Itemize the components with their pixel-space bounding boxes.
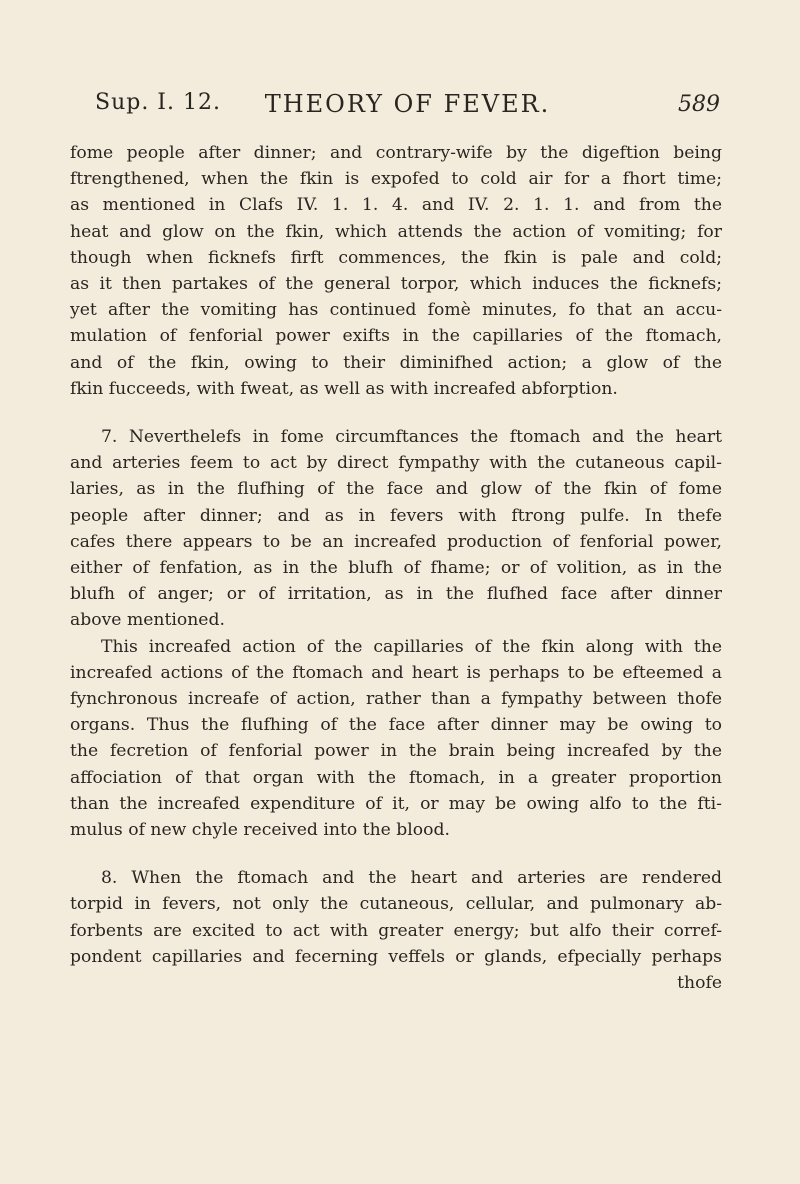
page-number: 589	[678, 92, 720, 117]
text-line: ftrengthened, when the fkin is expofed to cold air for a fhort time;	[70, 169, 722, 190]
text-line: 7. Neverthelefs in fome circumftances the ftomach and the heart	[101, 427, 722, 448]
text-line: mulation of fenforial power exifts in the capillaries of the ftomach,	[70, 326, 722, 347]
paragraph	[70, 424, 722, 843]
text-line: the fecretion of fenforial power in the brain being increafed by the	[70, 741, 722, 762]
text-line: increafed actions of the ftomach and heart is perhaps to be efteemed a	[70, 662, 722, 683]
text-line: as it then partakes of the general torpor, which induces the ficknefs;	[70, 274, 722, 295]
text-line: forbents are excited to act with greater energy; but alfo their corref-	[70, 920, 722, 941]
text-line: yet after the vomiting has continued fomè minutes, fo that an accu-	[70, 300, 722, 321]
text-line: mulus of new chyle received into the blood.	[70, 820, 450, 841]
text-line: pondent capillaries and fecerning veffels or glands, efpecially perhaps	[70, 946, 722, 967]
paragraph-gap	[70, 843, 722, 865]
catchword: thofe	[677, 973, 722, 994]
running-header	[95, 90, 720, 126]
page-title: THEORY OF FEVER.	[264, 90, 551, 118]
body-text	[70, 140, 722, 996]
text-line: either of fenfation, as in the blufh of fhame; or of volition, as in the	[70, 558, 722, 579]
text-line: than the increafed expenditure of it, or may be owing alfo to the fti-	[70, 793, 722, 814]
text-line: above mentioned.	[70, 610, 225, 631]
text-line: people after dinner; and as in fevers with ftrong pulfe. In thefe	[70, 505, 722, 526]
section-reference: Sup. I. 12.	[95, 90, 221, 115]
paragraph	[70, 865, 722, 970]
text-line: and of the fkin, owing to their diminifhed action; a glow of the	[70, 352, 722, 373]
text-line: fkin fucceeds, with fweat, as well as with increafed abforption.	[70, 378, 618, 399]
text-line: 8. When the ftomach and the heart and arteries are rendered	[101, 868, 722, 889]
text-line: organs. Thus the flufhing of the face after dinner may be owing to	[70, 715, 722, 736]
paragraph	[70, 140, 722, 402]
text-line: laries, as in the flufhing of the face and glow of the fkin of fome	[70, 479, 722, 500]
text-line: affociation of that organ with the ftomach, in a greater proportion	[70, 767, 722, 788]
paragraph-gap	[70, 402, 722, 424]
text-line: blufh of anger; or of irritation, as in the flufhed face after dinner	[70, 584, 722, 605]
text-line: as mentioned in Clafs IV. 1. 1. 4. and IV. 2. 1. 1. and from the	[70, 195, 722, 216]
text-line: torpid in fevers, not only the cutaneous, cellular, and pulmonary ab-	[70, 894, 722, 915]
text-line: This increafed action of the capillaries of the fkin along with the	[101, 636, 722, 657]
text-line: heat and glow on the fkin, which attends the action of vomiting; for	[70, 221, 722, 242]
text-line: though when ficknefs firft commences, the fkin is pale and cold;	[70, 247, 722, 268]
text-line: cafes there appears to be an increafed production of fenforial power,	[70, 531, 722, 552]
text-line: fome people after dinner; and contrary-wife by the digeftion being	[70, 143, 722, 163]
text-line: fynchronous increafe of action, rather than a fympathy between thofe	[70, 689, 722, 710]
text-line: and arteries feem to act by direct fympathy with the cutaneous capil-	[70, 453, 722, 474]
